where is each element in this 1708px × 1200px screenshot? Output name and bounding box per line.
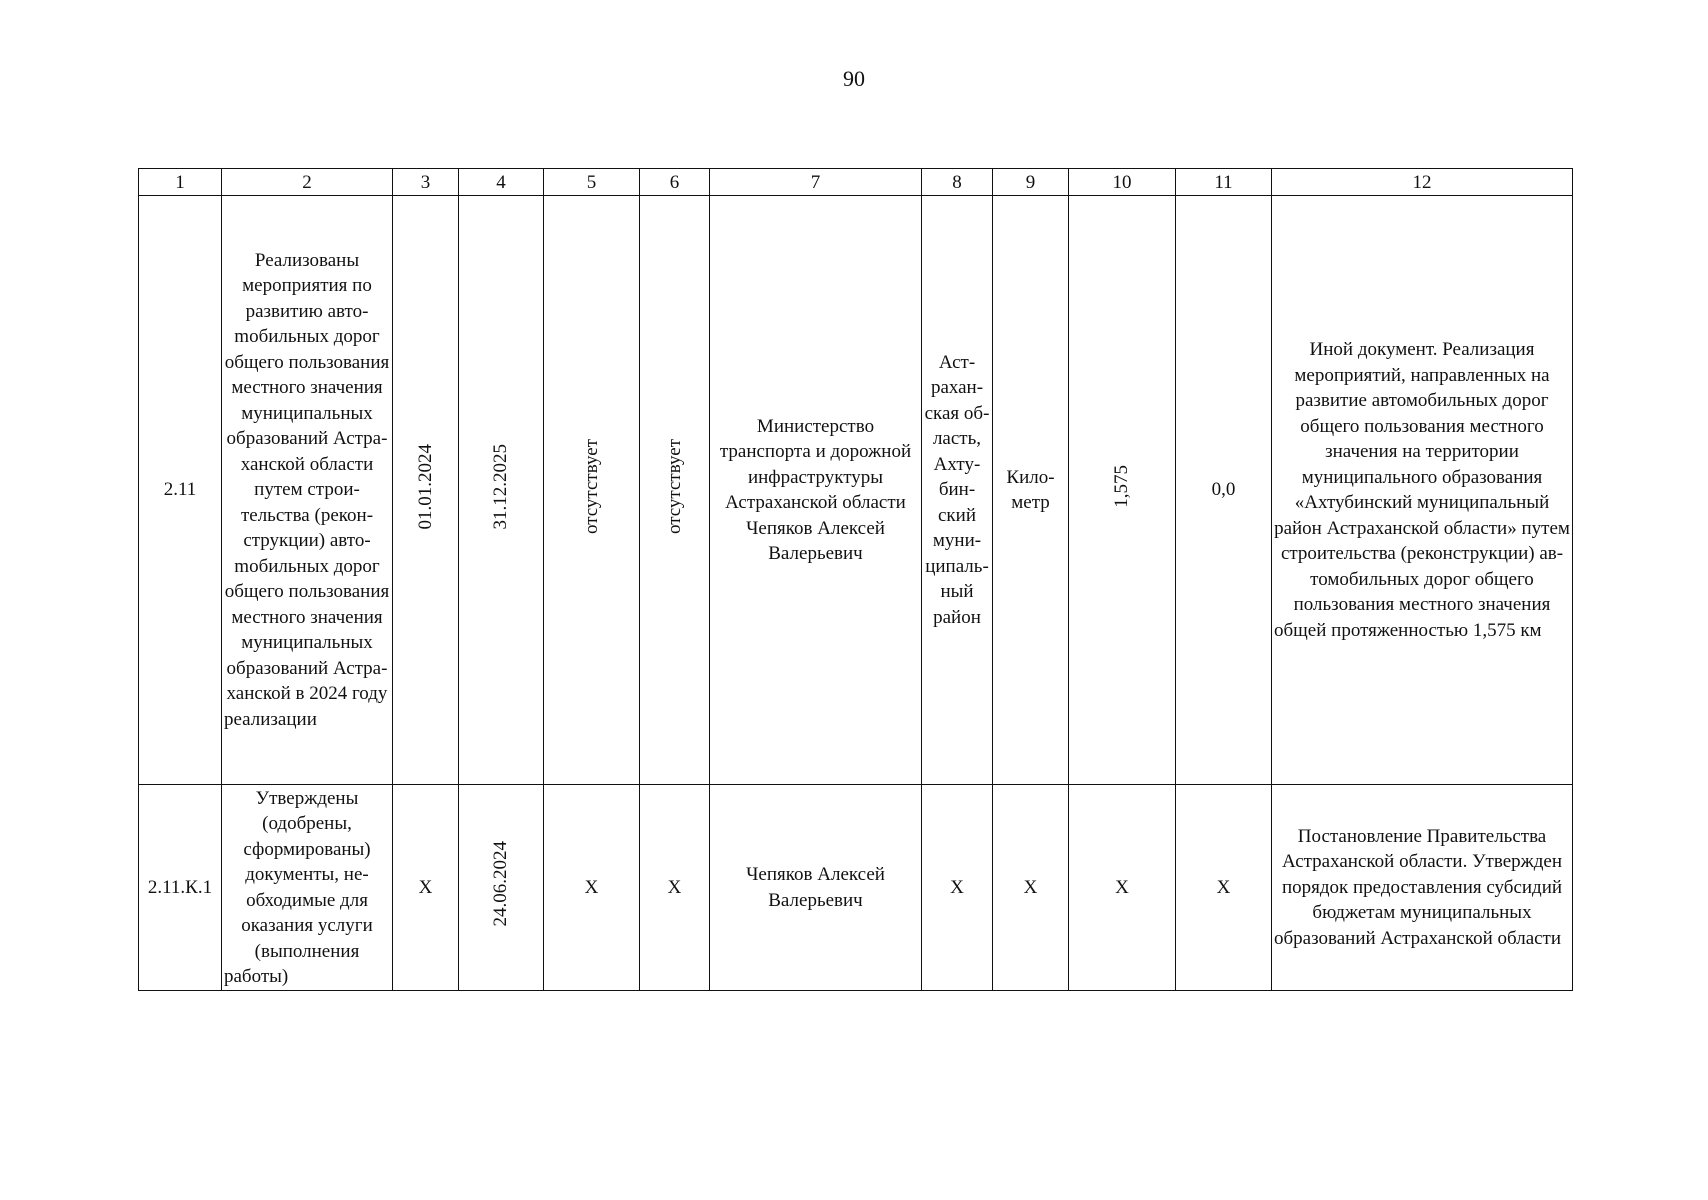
responsible-cell: Министерство транспорта и дорожной инфраструктуры Астраханской области Чепяков Алексей Валерьевич bbox=[710, 196, 922, 785]
header-cell: 4 bbox=[459, 169, 544, 196]
territory-cell: X bbox=[922, 785, 993, 991]
header-cell: 2 bbox=[222, 169, 393, 196]
header-row bbox=[139, 169, 1573, 196]
table-row bbox=[139, 785, 1573, 991]
start-date-cell bbox=[393, 196, 459, 785]
end-date: 24.06.2024 bbox=[490, 841, 512, 927]
end-date-cell bbox=[459, 785, 544, 991]
header-cell: 11 bbox=[1176, 169, 1272, 196]
col6-cell bbox=[640, 196, 710, 785]
unit-cell: X bbox=[993, 785, 1069, 991]
header-cell: 7 bbox=[710, 169, 922, 196]
start-date-cell: X bbox=[393, 785, 459, 991]
result-name-cell: Утверждены (одобрены, сформированы) документы, необходимые для оказания услуги (выполнения работы) bbox=[222, 785, 393, 991]
value-text: 1,575 bbox=[1111, 464, 1133, 508]
col6-value: отсутствует bbox=[663, 438, 685, 534]
header-cell: 1 bbox=[139, 169, 222, 196]
header-cell: 5 bbox=[544, 169, 640, 196]
end-date: 31.12.2025 bbox=[490, 443, 512, 529]
col6-cell: X bbox=[640, 785, 710, 991]
value-cell: X bbox=[1069, 785, 1176, 991]
document-cell: Иной документ. Реализация мероприятий, направленных на развитие автомобильных дорог общего пользования местного значения на территории муниципального образования «Ахтубинский муниципальный район Астраханской области» путем строительства (реконструкции) автомобильных дорог общего пользования местного значения общей протяженностью 1,575 км bbox=[1272, 196, 1573, 785]
header-cell: 6 bbox=[640, 169, 710, 196]
row-number-cell: 2.11.К.1 bbox=[139, 785, 222, 991]
header-cell: 3 bbox=[393, 169, 459, 196]
col5-value: отсутствует bbox=[580, 438, 602, 534]
header-cell: 10 bbox=[1069, 169, 1176, 196]
territory-cell: Астраханская область, Ахтубинский муниципальный район bbox=[922, 196, 993, 785]
document-cell: Постановление Правительства Астраханской области. Утвержден порядок предоставления субсидий бюджетам муниципальных образований Астраханской области bbox=[1272, 785, 1573, 991]
header-cell: 9 bbox=[993, 169, 1069, 196]
result-name-cell: Реализованы мероприятия по развитию автоmобильных дорог общего пользования местного значения муниципальных образований Астраханской области путем строительства (реконструкции) автоmобильных дорог общего пользования местного значения муниципальных образований Астраханской в 2024 году реализации bbox=[222, 196, 393, 785]
start-date: 01.01.2024 bbox=[414, 443, 436, 529]
header-cell: 12 bbox=[1272, 169, 1573, 196]
col5-cell bbox=[544, 196, 640, 785]
col11-cell: 0,0 bbox=[1176, 196, 1272, 785]
col11-cell: X bbox=[1176, 785, 1272, 991]
data-table bbox=[138, 168, 1573, 991]
col5-cell: X bbox=[544, 785, 640, 991]
unit-cell: Километр bbox=[993, 196, 1069, 785]
row-number-cell: 2.11 bbox=[139, 196, 222, 785]
responsible-cell: Чепяков Алексей Валерьевич bbox=[710, 785, 922, 991]
header-cell: 8 bbox=[922, 169, 993, 196]
table-row bbox=[139, 196, 1573, 785]
end-date-cell bbox=[459, 196, 544, 785]
page-number: 90 bbox=[843, 66, 865, 91]
value-cell bbox=[1069, 196, 1176, 785]
